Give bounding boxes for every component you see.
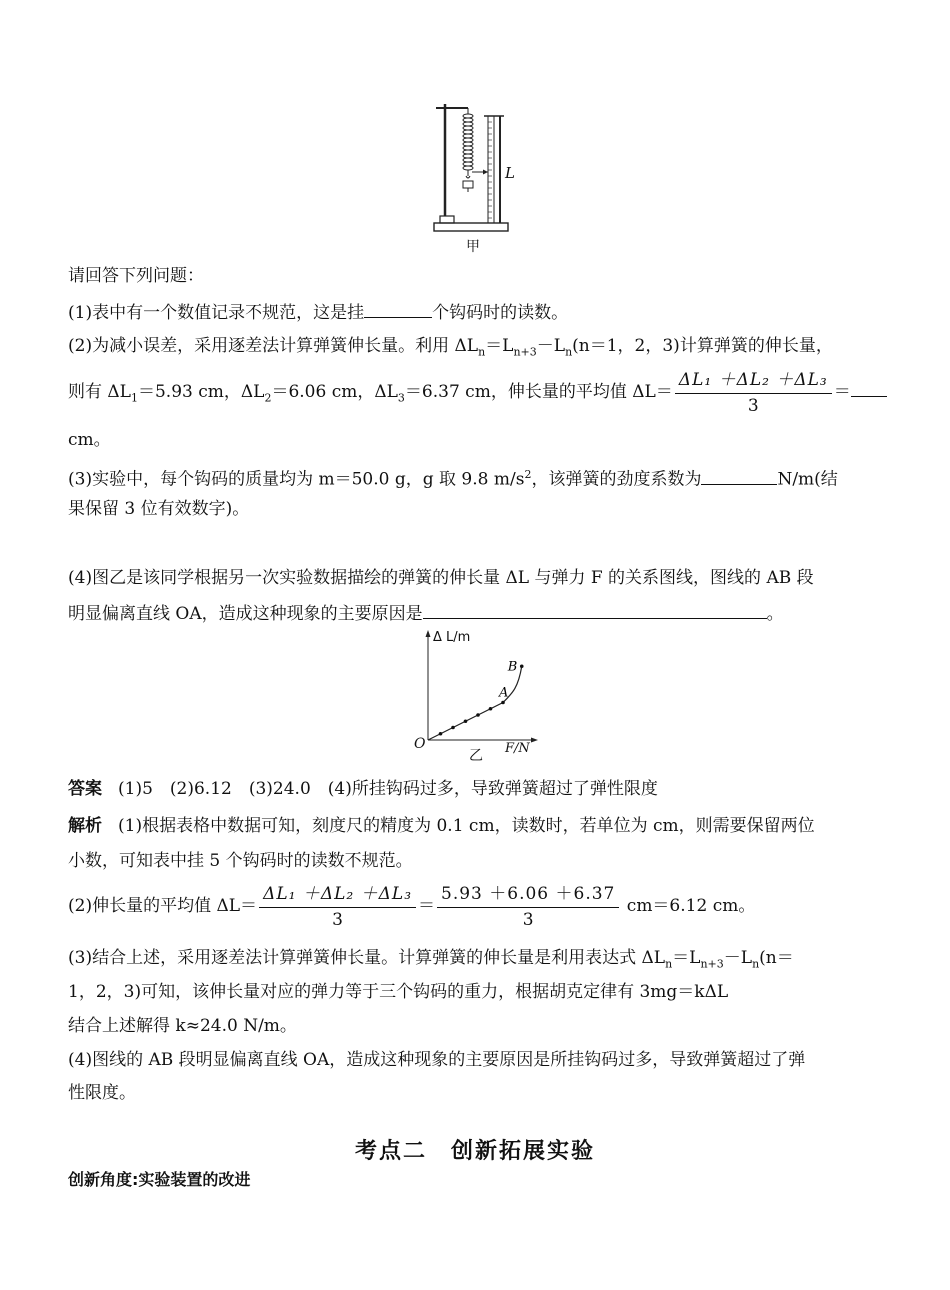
analysis-p1-line-1: [68, 814, 888, 838]
analysis-p4-line-1: (4)图线的 AB 段明显偏离直线 OA，造成这种现象的主要原因是所挂钩码过多，导致弹簧超过了弹: [68, 1050, 806, 1070]
analysis-p4-line-2: 性限度。: [68, 1083, 136, 1103]
analysis-p3-eq: ＝L: [672, 948, 701, 968]
analysis-p2-frac2-num: 5.93 ＋6.06 ＋6.37: [437, 881, 619, 908]
q2-average-fraction: [675, 367, 832, 418]
q2-val-2: ＝6.06 cm，ΔL: [271, 382, 398, 402]
analysis-p3-sub-n: n: [665, 957, 673, 971]
figure-yi-caption: 乙: [469, 748, 483, 764]
q3-line1-mid: ，该弹簧的劲度系数为: [531, 469, 702, 490]
q3-answer-blank[interactable]: [701, 466, 777, 485]
analysis-p3-minus: －L: [723, 948, 753, 968]
data-point: [501, 701, 505, 705]
point-B: [520, 664, 524, 668]
section-title: 考点二 创新拓展实验: [354, 1139, 595, 1164]
analysis-p2-eq: ＝: [418, 896, 436, 916]
analysis-p3-line-3: 结合上述解得 k≈24.0 N/m。: [68, 1016, 297, 1036]
analysis-label: 解析: [68, 816, 102, 836]
point-label-A: A: [499, 685, 509, 701]
q3-line1-pre: (3)实验中，每个钩码的质量均为 m＝50.0 g，g 取 9.8 m/s: [68, 469, 525, 490]
x-axis-label: F/N: [505, 741, 530, 756]
q2-sub-n3: n+3: [513, 345, 537, 359]
q2-line2-pre: 则有 ΔL: [68, 382, 131, 402]
analysis-p1-text-1: (1)根据表格中数据可知，刻度尺的精度为 0.1 cm，读数时，若单位为 cm，则需要保留两位: [118, 816, 815, 836]
q2-line1-post: (n＝1，2，3)计算弹簧的伸长量，: [572, 336, 833, 356]
q2-val-1: ＝5.93 cm，ΔL: [137, 382, 265, 402]
question-intro: 请回答下列问题：: [68, 266, 204, 286]
question-2-line-1: [68, 334, 888, 364]
q2-eq-after: ＝: [833, 382, 851, 402]
analysis-p2: [68, 880, 888, 932]
q2-minus: －L: [536, 336, 566, 356]
question-3-line-2: 果保留 3 位有效数字)。: [68, 499, 250, 519]
question-4-line-2: [68, 600, 888, 626]
data-point: [439, 732, 443, 736]
analysis-p2-post: cm＝6.12 cm。: [621, 896, 756, 916]
analysis-p3-sub-n-2: n: [752, 957, 760, 971]
q2-val-3: ＝6.37 cm，伸长量的平均值 ΔL＝: [404, 382, 673, 402]
figure-jia-label-L: L: [505, 164, 515, 182]
q1-answer-blank[interactable]: [364, 299, 432, 318]
subsection-title: 创新角度:实验装置的改进: [68, 1170, 251, 1189]
analysis-p3-sub-n3: n+3: [700, 957, 724, 971]
question-1: [68, 299, 888, 325]
q2-frac-numerator: ΔL₁ ＋ΔL₂ ＋ΔL₃: [675, 367, 832, 394]
data-point: [464, 719, 468, 723]
data-point: [451, 726, 455, 730]
y-axis-label: Δ L/m: [433, 630, 471, 645]
curve-series: [428, 666, 522, 740]
q2-answer-blank[interactable]: [851, 378, 887, 397]
data-point: [476, 713, 480, 717]
q4-line2-post: 。: [766, 604, 784, 624]
analysis-p2-frac1-den: 3: [332, 910, 343, 930]
analysis-p2-pre: (2)伸长量的平均值 ΔL＝: [68, 896, 258, 916]
q2-sub-n-2: n: [565, 345, 573, 359]
analysis-p3-line-2: 1，2，3)可知，该伸长量对应的弹力等于三个钩码的重力，根据胡克定律有 3mg＝kΔL: [68, 982, 729, 1002]
analysis-p3-post: (n＝: [759, 948, 794, 968]
question-2-line-2: [68, 366, 888, 424]
data-point: [489, 707, 493, 711]
q2-sub-1: 1: [130, 391, 138, 405]
analysis-p2-fraction-2: [437, 881, 619, 932]
question-3-line-1: [68, 463, 888, 492]
x-axis-arrow: [531, 738, 538, 743]
point-label-B: B: [507, 659, 518, 675]
q1-text-pre: (1)表中有一个数值记录不规范，这是挂: [68, 303, 365, 323]
analysis-p3-line-1: [68, 946, 888, 976]
analysis-p2-fraction-1: [259, 881, 416, 932]
analysis-p3-pre: (3)结合上述，采用逐差法计算弹簧伸长量。计算弹簧的伸长量是利用表达式 ΔL: [68, 948, 666, 968]
figure-jia-caption: 甲: [466, 239, 480, 255]
q2-sub-n: n: [478, 345, 486, 359]
origin-label: O: [414, 736, 426, 752]
analysis-p1-line-2: 小数，可知表中挂 5 个钩码时的读数不规范。: [68, 851, 413, 871]
q2-eq: ＝L: [485, 336, 514, 356]
analysis-p2-frac2-den: 3: [522, 910, 534, 930]
q3-sup-2: 2: [524, 468, 532, 481]
q2-frac-denominator: 3: [747, 396, 759, 416]
q2-line1-pre: (2)为减小误差，采用逐差法计算弹簧伸长量。利用 ΔL: [68, 336, 479, 356]
question-2-line-3: cm。: [68, 430, 111, 450]
q4-answer-blank[interactable]: [423, 600, 767, 619]
q3-line1-post: N/m(结: [777, 469, 838, 490]
question-4-line-1: (4)图乙是该同学根据另一次实验数据描绘的弹簧的伸长量 ΔL 与弹力 F 的关系图线，图线的 AB 段: [68, 568, 814, 588]
q1-text-post: 个钩码时的读数。: [432, 303, 569, 323]
q2-sub-2: 2: [264, 391, 272, 405]
y-axis-arrow: [426, 630, 431, 637]
q4-line2-pre: 明显偏离直线 OA，造成这种现象的主要原因是: [68, 604, 423, 624]
analysis-p2-frac1-num: ΔL₁ ＋ΔL₂ ＋ΔL₃: [259, 881, 416, 908]
q2-sub-3: 3: [397, 391, 405, 405]
answer-text: (1)5 (2)6.12 (3)24.0 (4)所挂钩码过多，导致弹簧超过了弹性限度: [118, 779, 658, 799]
answer-label: 答案: [68, 779, 102, 799]
answer-line: [68, 777, 888, 801]
